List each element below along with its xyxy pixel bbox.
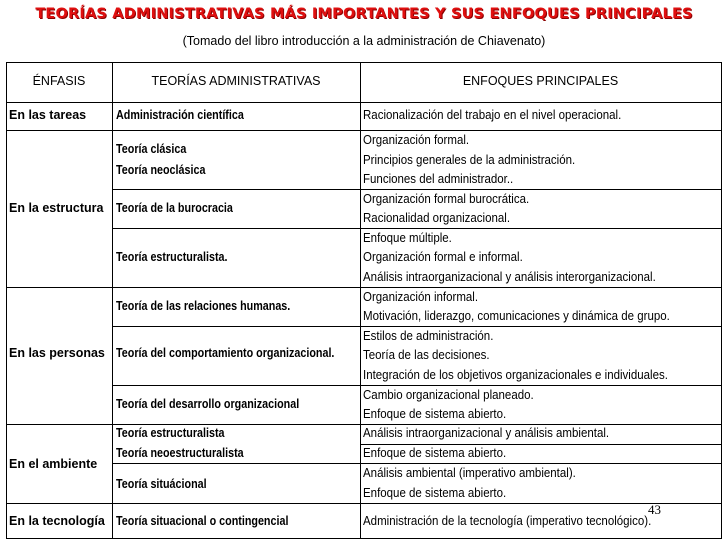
approach-cell: Funciones del administrador.. [363, 172, 514, 186]
approach-cell: Estilos de administración. [363, 329, 494, 343]
header-approaches: ENFOQUES PRINCIPALES [462, 74, 619, 88]
theory-cell: Teoría estructuralista [116, 426, 225, 440]
approach-cell: Análisis ambiental (imperativo ambiental). [363, 466, 576, 480]
approach-cell: Integración de los objetivos organizacionales e individuales. [363, 368, 668, 382]
theory-cell: Teoría neoestructuralista [116, 446, 244, 460]
theory-cell: Teoría clásica [116, 142, 187, 156]
emphasis-ambiente: En el ambiente [9, 457, 98, 471]
theory-cell: Teoría de la burocracia [116, 201, 233, 215]
approach-cell: Organización formal e informal. [363, 250, 523, 264]
table-rule [6, 62, 722, 63]
header-emphasis: ÉNFASIS [32, 74, 86, 88]
approach-cell: Organización formal burocrática. [363, 192, 530, 206]
table-rule [112, 62, 113, 539]
table-rule [6, 102, 722, 103]
approach-cell: Organización informal. [363, 290, 479, 304]
approach-cell: Análisis intraorganizacional y análisis ambiental. [363, 426, 610, 440]
approach-cell: Enfoque múltiple. [363, 231, 452, 245]
theory-cell: Teoría neoclásica [116, 163, 206, 177]
table-rule [6, 503, 722, 504]
table-rule [360, 444, 722, 445]
approach-cell: Administración de la tecnología (imperativo tecnológico). [363, 514, 652, 528]
theory-cell: Teoría del desarrollo organizacional [116, 397, 300, 411]
theory-cell: Teoría situacional o contingencial [116, 514, 289, 528]
approach-cell: Enfoque de sistema abierto. [363, 407, 507, 421]
page-subtitle: (Tomado del libro introducción a la administración de Chiavenato) [182, 34, 546, 48]
approach-cell: Teoría de las decisiones. [363, 348, 490, 362]
theory-cell: Teoría del comportamiento organizacional. [116, 346, 335, 360]
page-number: 43 [648, 502, 661, 517]
approach-cell: Racionalización del trabajo en el nivel operacional. [363, 108, 622, 122]
emphasis-personas: En las personas [9, 346, 105, 360]
table-rule [6, 287, 722, 288]
table-rule [6, 424, 722, 425]
table-rule [112, 189, 722, 190]
table-rule [6, 538, 722, 539]
table-rule [112, 228, 722, 229]
table-rule [112, 463, 722, 464]
approach-cell: Principios generales de la administración. [363, 153, 576, 167]
approach-cell: Análisis intraorganizacional y análisis interorganizacional. [363, 270, 656, 284]
approach-cell: Racionalidad organizacional. [363, 211, 511, 225]
approach-cell: Enfoque de sistema abierto. [363, 486, 507, 500]
header-theories: TEORÍAS ADMINISTRATIVAS [151, 74, 321, 88]
table-rule [112, 385, 722, 386]
emphasis-tecnologia: En la tecnología [9, 514, 105, 528]
emphasis-estructura: En la estructura [9, 201, 104, 215]
theory-cell: Administración científica [116, 108, 244, 122]
approach-cell: Motivación, liderazgo, comunicaciones y dinámica de grupo. [363, 309, 670, 323]
theory-cell: Teoría estructuralista. [116, 250, 228, 264]
table-rule [360, 62, 361, 539]
approach-cell: Enfoque de sistema abierto. [363, 446, 507, 460]
table-rule [6, 130, 722, 131]
table-rule [6, 62, 7, 539]
table-rule [721, 62, 722, 539]
theory-cell: Teoría de las relaciones humanas. [116, 299, 291, 313]
table-rule [112, 326, 722, 327]
theory-cell: Teoría situácional [116, 477, 207, 491]
approach-cell: Cambio organizacional planeado. [363, 388, 534, 402]
page-title: TEORÍAS ADMINISTRATIVAS MÁS IMPORTANTES Y SUS ENFOQUES PRINCIPALES [35, 6, 693, 22]
emphasis-tareas: En las tareas [9, 108, 87, 122]
approach-cell: Organización formal. [363, 133, 470, 147]
